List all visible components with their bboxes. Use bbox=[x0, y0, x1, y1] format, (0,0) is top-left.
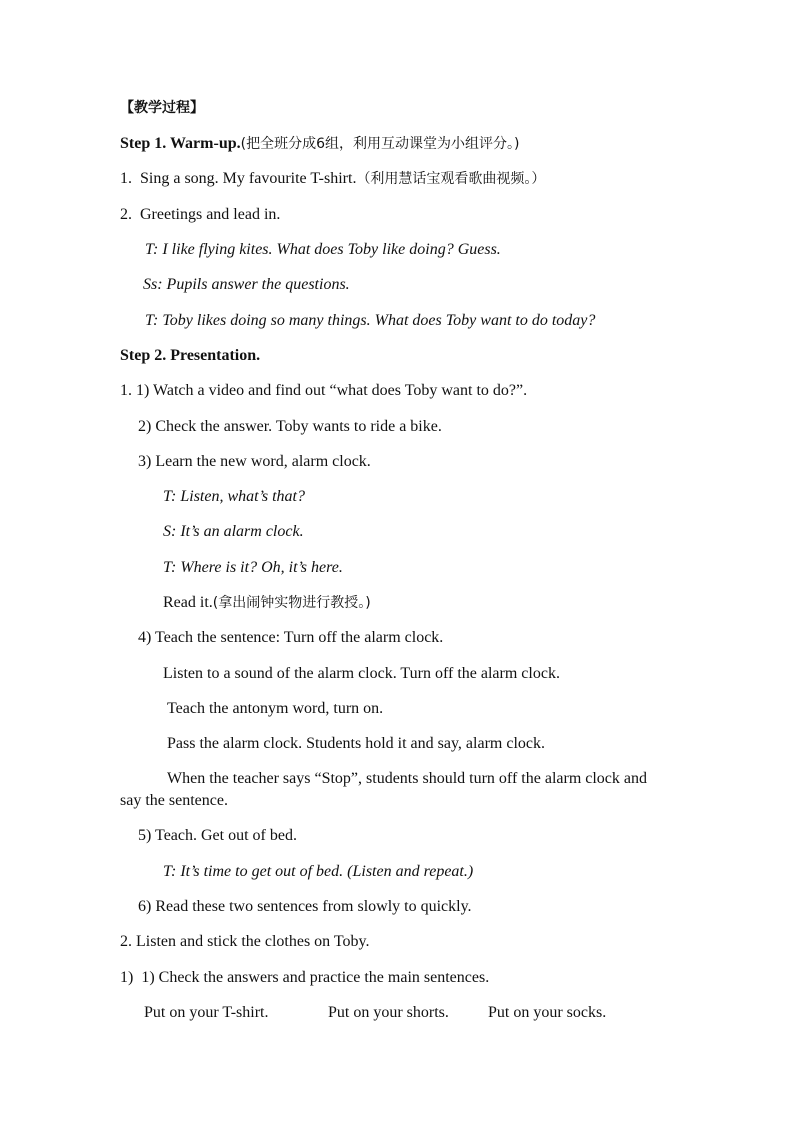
step2-item-2-1: 1) 1) Check the answers and practice the main sentences. bbox=[120, 969, 490, 986]
step1-item-2 bbox=[120, 205, 280, 225]
sentence: Put on your T-shirt. bbox=[144, 1004, 269, 1021]
sentence: Put on your socks. bbox=[488, 1004, 607, 1021]
step2-item-2: 2. Listen and stick the clothes on Toby. bbox=[120, 933, 370, 950]
step2-item-1-2: 2) Check the answer. Toby wants to ride a bike. bbox=[138, 418, 442, 435]
dialogue-line: T: I like flying kites. What does Toby like doing? Guess. bbox=[145, 241, 501, 258]
step2-item-1-6: 6) Read these two sentences from slowly to quickly. bbox=[138, 898, 472, 915]
read-it-line bbox=[163, 593, 371, 613]
step2-item-1-5: 5) Teach. Get out of bed. bbox=[138, 827, 297, 844]
section-title: 【教学过程】 bbox=[120, 100, 204, 116]
item-number: 2. bbox=[120, 206, 132, 223]
dialogue-line: T: It’s time to get out of bed. (Listen and repeat.) bbox=[163, 863, 474, 880]
dialogue-line: Ss: Pupils answer the questions. bbox=[143, 276, 350, 293]
instruction-paragraph: When the teacher says “Stop”, students should turn off the alarm clock and say the sentence. bbox=[120, 770, 648, 809]
step1-item-1 bbox=[120, 169, 545, 189]
dialogue-line: T: Where is it? Oh, it’s here. bbox=[163, 559, 343, 576]
dialogue-line: T: Toby likes doing so many things. What does Toby want to do today? bbox=[145, 312, 596, 329]
read-it-text: Read it. bbox=[163, 594, 213, 611]
item-note: （利用慧话宝观看歌曲视频。） bbox=[356, 171, 546, 187]
dialogue-line: S: It’s an alarm clock. bbox=[163, 523, 304, 540]
step2-item-1-4: 4) Teach the sentence: Turn off the alarm clock. bbox=[138, 629, 444, 646]
item-text: 1) Check the answers and practice the main sentences. bbox=[141, 969, 490, 986]
sentence: Put on your shorts. bbox=[328, 1004, 449, 1021]
instruction-line: Teach the antonym word, turn on. bbox=[167, 700, 384, 717]
instruction-line: Pass the alarm clock. Students hold it and say, alarm clock. bbox=[167, 735, 545, 752]
dialogue-line: T: Listen, what’s that? bbox=[163, 488, 305, 505]
step1-line bbox=[120, 134, 519, 154]
step2-item-1-3: 3) Learn the new word, alarm clock. bbox=[138, 453, 371, 470]
step2-heading: Step 2. Presentation. bbox=[120, 347, 261, 364]
item-text: Greetings and lead in. bbox=[140, 206, 281, 223]
step1-heading: Step 1. Warm-up. bbox=[120, 135, 241, 152]
instruction-line: Listen to a sound of the alarm clock. Turn off the alarm clock. bbox=[163, 665, 560, 682]
item-text: Sing a song. My favourite T-shirt. bbox=[140, 170, 357, 187]
read-it-note: (拿出闹钟实物进行教授。) bbox=[212, 595, 371, 611]
item-number: 1. bbox=[120, 170, 132, 187]
step1-note: (把全班分成6组，利用互动课堂为小组评分。) bbox=[240, 136, 520, 152]
step2-item-1-1: 1. 1) Watch a video and find out “what does Toby want to do?”. bbox=[120, 382, 528, 399]
